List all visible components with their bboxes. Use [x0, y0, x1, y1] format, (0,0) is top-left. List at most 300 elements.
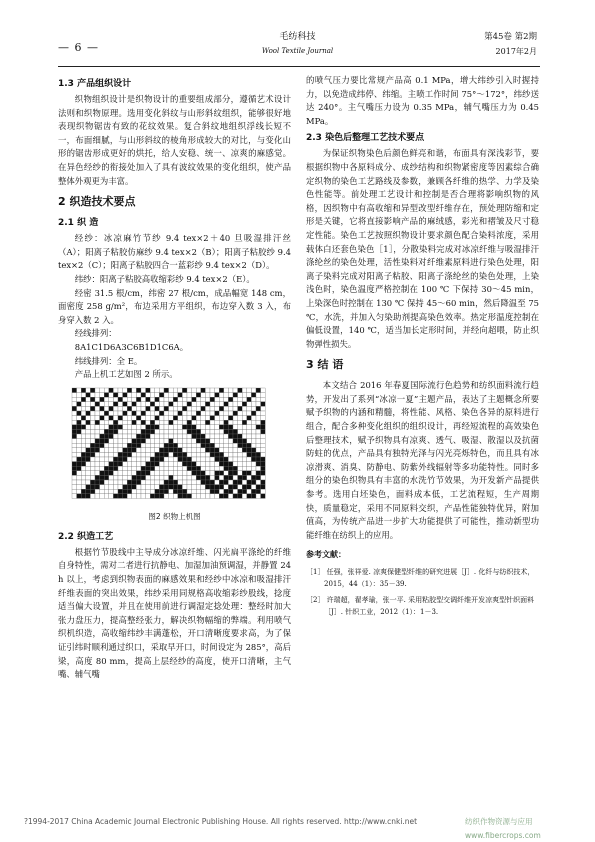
draft-cell	[196, 401, 201, 406]
draft-cell	[173, 484, 178, 489]
draft-cell	[196, 470, 201, 475]
draft-cell	[100, 461, 105, 466]
draft-cell	[251, 480, 256, 485]
draft-cell	[210, 411, 215, 416]
draft-cell	[113, 461, 118, 466]
draft-cell	[109, 397, 114, 402]
draft-cell	[146, 420, 151, 425]
draft-cell	[187, 461, 192, 466]
draft-cell	[187, 475, 192, 480]
draft-cell	[215, 406, 220, 411]
draft-cell	[141, 461, 146, 466]
draft-cell	[72, 397, 77, 402]
draft-cell	[224, 447, 229, 452]
draft-cell	[77, 434, 82, 439]
draft-cell	[192, 429, 197, 434]
draft-cell	[164, 443, 169, 448]
draft-cell	[182, 470, 187, 475]
draft-cell	[238, 420, 243, 425]
draft-cell	[228, 397, 233, 402]
draft-cell	[201, 406, 206, 411]
draft-cell	[141, 420, 146, 425]
draft-cell	[77, 406, 82, 411]
draft-cell	[182, 447, 187, 452]
draft-cell	[81, 443, 86, 448]
draft-cell	[164, 493, 169, 498]
draft-cell	[187, 438, 192, 443]
draft-cell	[242, 415, 247, 420]
draft-cell	[187, 411, 192, 416]
draft-cell	[187, 406, 192, 411]
draft-cell	[155, 461, 160, 466]
draft-cell	[141, 452, 146, 457]
draft-cell	[104, 452, 109, 457]
draft-cell	[182, 434, 187, 439]
draft-cell	[141, 470, 146, 475]
draft-cell	[100, 452, 105, 457]
draft-cell	[155, 443, 160, 448]
draft-cell	[72, 493, 77, 498]
draft-cell	[95, 434, 100, 439]
draft-cell	[109, 452, 114, 457]
draft-cell	[155, 420, 160, 425]
draft-cell	[123, 429, 128, 434]
draft-cell	[104, 401, 109, 406]
draft-cell	[141, 484, 146, 489]
draft-cell	[261, 493, 266, 498]
draft-cell	[164, 438, 169, 443]
draft-cell	[233, 434, 238, 439]
draft-cell	[192, 424, 197, 429]
draft-cell	[150, 401, 155, 406]
draft-cell	[95, 406, 100, 411]
draft-cell	[155, 411, 160, 416]
draft-cell	[159, 447, 164, 452]
draft-cell	[201, 420, 206, 425]
draft-cell	[109, 429, 114, 434]
draft-cell	[100, 447, 105, 452]
draft-cell	[77, 484, 82, 489]
journal-title: 毛纺科技	[279, 32, 316, 42]
draft-cell	[146, 424, 151, 429]
draft-cell	[127, 447, 132, 452]
draft-cell	[100, 480, 105, 485]
draft-cell	[251, 443, 256, 448]
draft-cell	[215, 424, 220, 429]
draft-cell	[86, 470, 91, 475]
draft-cell	[127, 475, 132, 480]
draft-cell	[169, 429, 174, 434]
draft-cell	[104, 438, 109, 443]
draft-cell	[123, 411, 128, 416]
draft-cell	[150, 466, 155, 471]
watermark: 纺织作物资源与应用 www.fibercrops.com	[465, 817, 541, 840]
draft-cell	[205, 457, 210, 462]
journal-title-en: Wool Textile Journal	[261, 47, 334, 55]
draft-cell	[238, 411, 243, 416]
draft-cell	[123, 489, 128, 494]
draft-cell	[164, 429, 169, 434]
draft-cell	[90, 466, 95, 471]
draft-cell	[261, 411, 266, 416]
draft-cell	[141, 397, 146, 402]
draft-cell	[136, 392, 141, 397]
draft-cell	[256, 457, 261, 462]
draft-cell	[109, 424, 114, 429]
draft-cell	[187, 392, 192, 397]
draft-cell	[118, 470, 123, 475]
draft-cell	[104, 420, 109, 425]
draft-cell	[238, 443, 243, 448]
draft-cell	[224, 489, 229, 494]
draft-cell	[187, 401, 192, 406]
draft-cell	[109, 475, 114, 480]
draft-cell	[210, 420, 215, 425]
draft-cell	[141, 447, 146, 452]
draft-cell	[132, 489, 137, 494]
draft-cell	[86, 424, 91, 429]
draft-cell	[104, 406, 109, 411]
draft-cell	[136, 415, 141, 420]
draft-cell	[210, 484, 215, 489]
draft-cell	[187, 397, 192, 402]
draft-cell	[192, 493, 197, 498]
draft-cell	[182, 415, 187, 420]
draft-cell	[228, 438, 233, 443]
draft-cell	[201, 434, 206, 439]
draft-cell	[173, 406, 178, 411]
draft-cell	[233, 489, 238, 494]
draft-cell	[201, 475, 206, 480]
section-1-3-heading: 1.3 产品组织设计	[58, 79, 132, 89]
draft-cell	[136, 475, 141, 480]
draft-cell	[178, 466, 183, 471]
draft-cell	[192, 438, 197, 443]
draft-cell	[155, 424, 160, 429]
draft-cell	[196, 411, 201, 416]
draft-cell	[261, 392, 266, 397]
draft-cell	[132, 461, 137, 466]
draft-cell	[196, 406, 201, 411]
draft-cell	[242, 438, 247, 443]
draft-cell	[159, 480, 164, 485]
draft-cell	[210, 466, 215, 471]
draft-cell	[146, 415, 151, 420]
draft-cell	[238, 424, 243, 429]
draft-cell	[118, 480, 123, 485]
draft-cell	[224, 470, 229, 475]
draft-cell	[95, 397, 100, 402]
draft-cell	[95, 457, 100, 462]
draft-cell	[251, 489, 256, 494]
draft-cell	[141, 493, 146, 498]
draft-cell	[81, 420, 86, 425]
draft-cell	[261, 429, 266, 434]
draft-cell	[81, 484, 86, 489]
draft-cell	[261, 424, 266, 429]
draft-cell	[251, 434, 256, 439]
draft-cell	[150, 397, 155, 402]
draft-cell	[136, 443, 141, 448]
draft-cell	[77, 489, 82, 494]
draft-cell	[169, 424, 174, 429]
draft-cell	[109, 411, 114, 416]
draft-cell	[150, 392, 155, 397]
draft-cell	[247, 434, 252, 439]
draft-cell	[169, 480, 174, 485]
draft-cell	[233, 461, 238, 466]
draft-cell	[210, 406, 215, 411]
draft-cell	[205, 475, 210, 480]
draft-cell	[215, 401, 220, 406]
draft-cell	[192, 397, 197, 402]
draft-cell	[100, 457, 105, 462]
draft-cell	[100, 493, 105, 498]
draft-cell	[256, 484, 261, 489]
draft-cell	[233, 401, 238, 406]
draft-cell	[169, 470, 174, 475]
draft-cell	[215, 484, 220, 489]
draft-cell	[150, 443, 155, 448]
draft-cell	[192, 434, 197, 439]
draft-cell	[90, 457, 95, 462]
draft-cell	[104, 457, 109, 462]
draft-cell	[219, 424, 224, 429]
volume-issue: 第45卷 第2期	[484, 32, 537, 42]
draft-cell	[187, 443, 192, 448]
draft-cell	[86, 493, 91, 498]
draft-cell	[81, 388, 86, 393]
draft-cell	[169, 401, 174, 406]
draft-cell	[251, 461, 256, 466]
draft-cell	[123, 484, 128, 489]
draft-cell	[205, 480, 210, 485]
draft-cell	[127, 434, 132, 439]
draft-cell	[136, 493, 141, 498]
draft-cell	[178, 470, 183, 475]
draft-cell	[159, 493, 164, 498]
draft-cell	[192, 452, 197, 457]
draft-cell	[261, 401, 266, 406]
draft-cell	[72, 420, 77, 425]
draft-cell	[261, 452, 266, 457]
draft-cell	[77, 392, 82, 397]
draft-cell	[215, 489, 220, 494]
draft-cell	[205, 452, 210, 457]
draft-cell	[187, 489, 192, 494]
draft-cell	[251, 457, 256, 462]
draft-cell	[173, 493, 178, 498]
draft-cell	[109, 392, 114, 397]
draft-cell	[192, 415, 197, 420]
draft-cell	[72, 438, 77, 443]
draft-cell	[77, 420, 82, 425]
draft-cell	[242, 420, 247, 425]
draft-cell	[224, 434, 229, 439]
draft-cell	[256, 415, 261, 420]
draft-cell	[224, 411, 229, 416]
draft-cell	[104, 388, 109, 393]
draft-cell	[238, 452, 243, 457]
draft-cell	[77, 466, 82, 471]
draft-cell	[210, 429, 215, 434]
draft-cell	[164, 434, 169, 439]
draft-cell	[215, 447, 220, 452]
paragraph: 纬纱：阳离子粘胶高收缩彩纱 9.4 tex×2（E）。	[74, 273, 255, 284]
left-column	[58, 74, 291, 682]
draft-cell	[150, 452, 155, 457]
draft-cell	[164, 401, 169, 406]
draft-cell	[251, 420, 256, 425]
draft-cell	[118, 461, 123, 466]
draft-cell	[215, 480, 220, 485]
draft-cell	[104, 447, 109, 452]
draft-cell	[182, 411, 187, 416]
draft-cell	[228, 466, 233, 471]
draft-cell	[169, 392, 174, 397]
draft-cell	[90, 493, 95, 498]
draft-cell	[178, 434, 183, 439]
draft-cell	[196, 388, 201, 393]
draft-cell	[215, 420, 220, 425]
draft-cell	[159, 466, 164, 471]
draft-cell	[224, 452, 229, 457]
draft-cell	[81, 489, 86, 494]
draft-cell	[77, 457, 82, 462]
draft-cell	[182, 443, 187, 448]
draft-cell	[196, 461, 201, 466]
draft-cell	[118, 457, 123, 462]
draft-cell	[224, 461, 229, 466]
draft-cell	[141, 438, 146, 443]
draft-cell	[256, 429, 261, 434]
draft-cell	[155, 434, 160, 439]
figure-caption: 图2 织物上机图	[148, 512, 201, 522]
draft-cell	[164, 411, 169, 416]
draft-cell	[90, 480, 95, 485]
draft-cell	[233, 406, 238, 411]
draft-cell	[210, 461, 215, 466]
draft-cell	[127, 401, 132, 406]
draft-cell	[118, 493, 123, 498]
draft-cell	[192, 484, 197, 489]
draft-cell	[192, 420, 197, 425]
draft-cell	[95, 392, 100, 397]
draft-cell	[127, 388, 132, 393]
draft-cell	[81, 438, 86, 443]
draft-cell	[242, 434, 247, 439]
draft-cell	[201, 397, 206, 402]
draft-cell	[210, 388, 215, 393]
draft-cell	[192, 392, 197, 397]
draft-cell	[205, 424, 210, 429]
page-number: — 6 —	[58, 41, 99, 54]
draft-cell	[247, 424, 252, 429]
draft-cell	[132, 429, 137, 434]
draft-cell	[159, 461, 164, 466]
draft-cell	[86, 452, 91, 457]
draft-cell	[72, 415, 77, 420]
draft-cell	[215, 475, 220, 480]
draft-cell	[173, 411, 178, 416]
draft-cell	[219, 475, 224, 480]
draft-cell	[127, 452, 132, 457]
draft-cell	[178, 411, 183, 416]
draft-cell	[109, 461, 114, 466]
draft-cell	[132, 438, 137, 443]
draft-cell	[118, 401, 123, 406]
draft-cell	[155, 397, 160, 402]
draft-cell	[228, 392, 233, 397]
draft-cell	[136, 466, 141, 471]
draft-cell	[118, 420, 123, 425]
draft-cell	[182, 420, 187, 425]
draft-cell	[210, 480, 215, 485]
draft-cell	[86, 397, 91, 402]
draft-cell	[242, 429, 247, 434]
draft-cell	[224, 466, 229, 471]
draft-cell	[155, 447, 160, 452]
draft-cell	[261, 475, 266, 480]
draft-cell	[256, 480, 261, 485]
draft-cell	[123, 424, 128, 429]
draft-cell	[90, 475, 95, 480]
draft-cell	[118, 415, 123, 420]
draft-cell	[164, 470, 169, 475]
draft-cell	[173, 461, 178, 466]
draft-cell	[155, 452, 160, 457]
draft-cell	[72, 489, 77, 494]
draft-cell	[155, 438, 160, 443]
draft-cell	[72, 457, 77, 462]
draft-cell	[219, 461, 224, 466]
draft-cell	[173, 443, 178, 448]
draft-cell	[182, 475, 187, 480]
draft-cell	[95, 452, 100, 457]
draft-cell	[173, 475, 178, 480]
draft-cell	[136, 397, 141, 402]
draft-cell	[155, 388, 160, 393]
draft-cell	[182, 388, 187, 393]
draft-cell	[233, 457, 238, 462]
draft-cell	[242, 406, 247, 411]
draft-cell	[104, 489, 109, 494]
draft-cell	[150, 415, 155, 420]
draft-cell	[95, 484, 100, 489]
draft-cell	[224, 443, 229, 448]
draft-cell	[233, 392, 238, 397]
draft-cell	[136, 424, 141, 429]
draft-cell	[90, 447, 95, 452]
draft-cell	[159, 452, 164, 457]
draft-cell	[242, 447, 247, 452]
draft-cell	[164, 475, 169, 480]
draft-cell	[141, 429, 146, 434]
draft-cell	[127, 489, 132, 494]
draft-cell	[238, 480, 243, 485]
draft-cell	[136, 401, 141, 406]
draft-cell	[233, 443, 238, 448]
draft-cell	[224, 401, 229, 406]
draft-cell	[113, 420, 118, 425]
draft-cell	[155, 480, 160, 485]
draft-cell	[215, 461, 220, 466]
draft-cell	[196, 457, 201, 462]
draft-cell	[164, 461, 169, 466]
draft-cell	[228, 457, 233, 462]
draft-cell	[251, 415, 256, 420]
draft-cell	[136, 438, 141, 443]
